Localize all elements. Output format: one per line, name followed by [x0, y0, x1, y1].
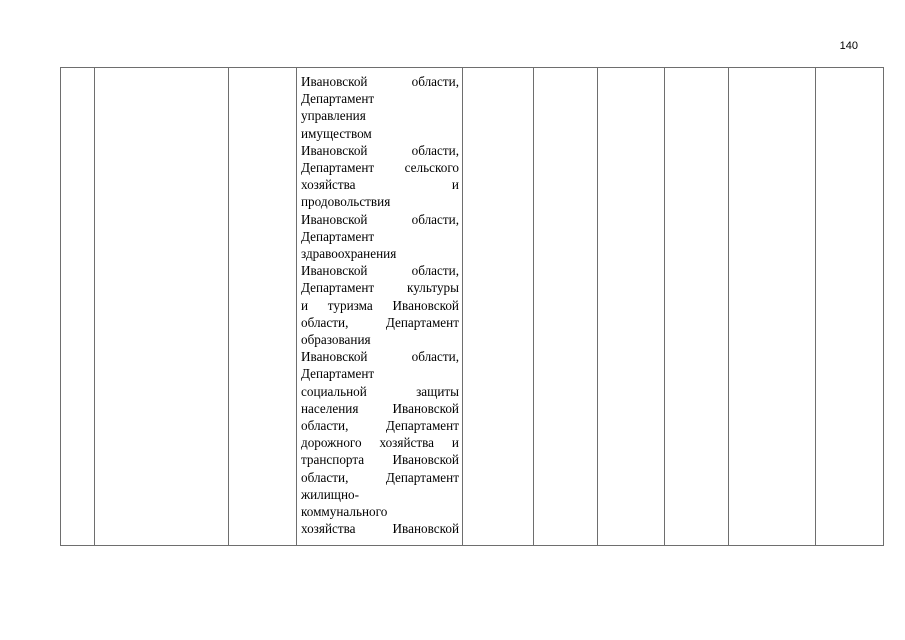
cell-text-line: Ивановской области, — [301, 349, 459, 365]
cell-text-line: коммунального — [301, 504, 388, 520]
cell-text-line: жилищно- — [301, 486, 360, 502]
cell-text-line: хозяйства и — [301, 177, 459, 193]
page-number: 140 — [839, 40, 858, 52]
table-cell-empty-6 — [534, 68, 598, 546]
cell-text-line: Департамент культуры — [301, 280, 459, 296]
cell-text-line: здравоохранения — [301, 246, 397, 262]
cell-text-line: управления — [301, 108, 366, 124]
cell-text-line: населения Ивановской — [301, 400, 459, 416]
cell-text-line: дорожного хозяйства и — [301, 435, 459, 451]
cell-text-line: продовольствия — [301, 194, 391, 210]
cell-text-line: Департамент — [301, 228, 375, 244]
cell-text-line: транспорта Ивановской — [301, 452, 459, 468]
cell-text-line: области, Департамент — [301, 314, 459, 330]
table-cell-empty-5 — [463, 68, 534, 546]
cell-text-line: Ивановской области, — [301, 142, 459, 158]
table-cell-empty-9 — [729, 68, 816, 546]
table-cell-empty-8 — [665, 68, 729, 546]
cell-text-line: хозяйства Ивановской — [301, 521, 459, 537]
cell-text-line: Ивановской области, — [301, 211, 459, 227]
table-cell-empty-3 — [229, 68, 297, 546]
cell-text-line: Ивановской области, — [301, 263, 459, 279]
table-cell-empty-1 — [61, 68, 95, 546]
cell-text-line: Ивановской области, — [301, 74, 459, 89]
cell-text-line: социальной защиты — [301, 383, 459, 399]
table-cell-empty-7 — [598, 68, 665, 546]
cell-text-line: Департамент — [301, 91, 375, 107]
cell-text-line: имуществом — [301, 125, 372, 141]
cell-text-line: области, Департамент — [301, 418, 459, 434]
table-cell-empty-10 — [816, 68, 884, 546]
table-cell-responsible-departments — [297, 68, 463, 546]
table-row — [61, 68, 884, 546]
cell-text-line: Департамент — [301, 366, 375, 382]
table-cell-empty-2 — [95, 68, 229, 546]
cell-text-line: и туризма Ивановской — [301, 297, 459, 313]
cell-text-line: образования — [301, 332, 371, 348]
cell-text-line: Департамент сельского — [301, 160, 459, 176]
document-table — [60, 67, 884, 546]
cell-text-line: области, Департамент — [301, 469, 459, 485]
